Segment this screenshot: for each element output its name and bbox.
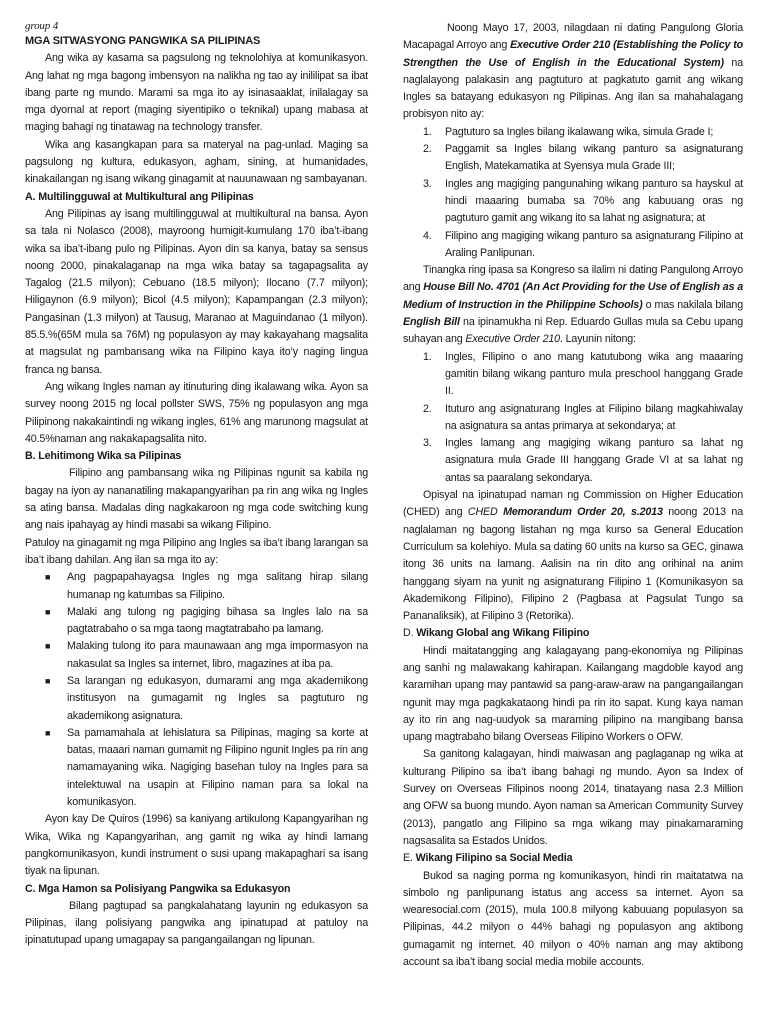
list-text: Filipino ang magiging wikang panturo sa asignaturang Filipino at Araling Panlipunan. xyxy=(445,229,743,259)
section-b-paragraph-1: Filipino ang pambansang wika ng Pilipinas ngunit sa kabila ng bagay na iyon ay nananatiling makapangyarihan pa rin ang wika ng Ingles sa ating bansa. Madalas ding nagkakaroon ng mga code switching kung ang nais ipahayag ay hindi masabi sa wikang Filipino. xyxy=(25,467,368,532)
section-d-paragraph-2: Sa ganitong kalagayan, hindi maiwasan ang paglaganap ng wika at kulturang Pilipino sa iba’t ibang bahagi ng mundo. Ayon sa Index of Survey on Overseas Filipinos noong 2014, tinatayang nasa 2.3 Million ang OFW sa buong mundo. Ayon naman sa American Community Survey (2013), pangatlo ang Filipino sa mga wikang may pinakamaraming nagsasalita sa Estados Unidos. xyxy=(403,748,743,847)
list-number: 1. xyxy=(423,350,432,363)
hb-name: English Bill xyxy=(403,316,460,329)
list-number: 3. xyxy=(423,437,432,450)
house-bill-paragraph xyxy=(403,262,743,348)
list-text: Ingles ang magiging pangunahing wikang panturo sa hayskul at hindi maaaring bumaba sa 70% ang kabuuang oras ng pagtuturo gamit ang wikang ito sa lahat ng asignatura; at xyxy=(445,177,743,225)
hb-intro-text: Tinangka ring ipasa sa Kongreso sa ilalim ni dating Pangulong Arroyo ang xyxy=(403,264,743,294)
left-column xyxy=(25,20,368,1024)
section-c-paragraph-1: Bilang pagtupad sa pangkalahatang layunin ng edukasyon sa Pilipinas, ilang polisiyang pangwika ang ipinatupad at patuloy na ipinatutupad upang umagapay sa pangangailangan ng lipunan. xyxy=(25,899,368,947)
bullet-item xyxy=(25,604,368,639)
page-title: MGA SITWASYONG PANGWIKA SA PILIPINAS xyxy=(25,35,261,47)
executive-order-provisions xyxy=(403,124,743,262)
list-number: 1. xyxy=(423,125,432,138)
bullet-icon: ■ xyxy=(45,641,51,652)
bullet-icon: ■ xyxy=(45,727,51,738)
ched-intro-text: Opisyal na ipinatupad naman ng Commission on Higher Education (CHED) ang xyxy=(403,489,743,519)
list-number: 2. xyxy=(423,402,432,415)
list-item xyxy=(403,141,743,176)
intro-paragraph-2: Wika ang kasangkapan para sa materyal na pag-unlad. Maging sa pagsulong ng kultura, edukasyon, agham, sining, at humanidades, kinakailangan ng isang wikang ginagamit at nauunawaan ng sambayanan. xyxy=(25,138,368,186)
section-b-paragraph-3: Ayon kay De Quiros (1996) sa kaniyang artikulong Kapangyarihan ng Wika, Wika ng Kapangyarihan, ang gamit ng wika ay hindi lamang pangkomunikasyon, kundi instrument o susi upang makapaghari sa isang tiyak na lipunan. xyxy=(25,813,368,878)
section-d-title: Wikang Global ang Wikang Filipino xyxy=(416,627,590,640)
hb-mid-text: o mas nakilala bilang xyxy=(642,298,743,311)
section-e-paragraph: Bukod sa naging porma ng komunikasyon, hindi rin maitatatwa na simbolo ng panlipunang istatus ang access sa internet. Ayon sa wearesocial.com (2015), mula 100.8 milyong kabuuang populasyon sa Pilipinas, 44.2 milyon o 44% bahagi ng populasyon ang aktibong gumagamit ng internet. 40 milyon o 40% naman ang may aktibong account sa iba’t ibang social media mobile accounts. xyxy=(403,869,743,969)
section-e-heading xyxy=(403,850,743,867)
bullet-icon: ■ xyxy=(45,606,51,617)
bullet-text: Malaki ang tulong ng pagiging bihasa sa Ingles lalo na sa pagtatrabaho o sa mga taong magtatrabaho pa lamang. xyxy=(67,605,368,636)
section-a-paragraph-1: Ang Pilipinas ay isang multilingguwal at multikultural na bansa. Ayon sa tala ni Nolasco (2008), mayroong humigit-kumulang 170 iba’t-ibang wika sa iba’t-ibang pulo ng Pilipinas. Ayon din sa kanya, batay sa sensus noong 2000, pinakalaganap na mga wika batay sa tagapagsalita ay Tagalog (21.5 milyon); Cebuano (18.5 milyon); Ilocano (7.7 milyon); Hiligaynon (6.9 milyon); Bicol (4.5 milyon); Kapampangan (2.3 milyon); Pangasinan (1.3 milyon) at Tausug, Maranao at Maguindanao (1 milyon). 85.5.%(65M mula sa 76M) ng populasyon ay may kakayahang magsalita at magsulat ng pambansang wika na Filipino kaya ito’y naging lingua franca ng bansa. xyxy=(25,207,368,376)
list-number: 2. xyxy=(423,143,432,156)
eo-trailing-text: na naglalayong palakasin ang pagtuturo at pagkatuto gamit ang wikang Ingles sa batayang edukasyon ng Pilipinas. Ang ilan sa mahahalagang probisyon nito ay: xyxy=(403,56,743,121)
bullet-icon: ■ xyxy=(45,675,51,686)
section-a-paragraph-2: Ang wikang Ingles naman ay itinuturing ding ikalawang wika. Ayon sa survey noong 2015 ng local pollster SWS, 75% ng populasyon ang mga Pilipinong nakakaintindi ng wikang ingles, 61% ang marunong magsulat at 40.5%naman ang nakakapagsalita nito. xyxy=(25,380,368,445)
intro-paragraph-1: Ang wika ay kasama sa pagsulong ng teknolohiya at komunikasyon. Ang lahat ng mga bagong imbensyon na nalikha ng tao ay inililipat sa ibat ibang parte ng mundo. Marami sa mga ito ay isinasaaklat, inilalagay sa mga dyornal at report (maging siyentipiko o teknikal) upang mabasa at maging bahagi ng tinatawag na technology transfer. xyxy=(25,52,368,134)
section-d-prefix: D. xyxy=(403,627,417,640)
eo-title: Executive Order 210 (Establishing the Policy to Strengthen the Use of English in the Educational System) xyxy=(403,39,744,69)
bullet-text: Ang pagpapahayagsa Ingles ng mga salitang hirap silang humanap ng katumbas sa Filipino. xyxy=(67,571,368,601)
eo-intro-text: Noong Mayo 17, 2003, nilagdaan ni dating Pangulong Gloria Macapagal Arroyo ang xyxy=(403,22,743,52)
list-text: Ingles lamang ang magiging wikang panturo sa lahat ng asignatura mula Grade III hanggang Grade VI at sa lahat ng antas sa paaralang sekondarya. xyxy=(445,437,743,484)
hb-trailing-text: . Layunin nitong: xyxy=(559,333,636,346)
list-text: Paggamit sa Ingles bilang wikang panturo sa asignaturang English, Matekamatika at Syensya mula Grade III; xyxy=(445,143,743,173)
bullet-text: Sa larangan ng edukasyon, dumarami ang mga akademikong institusyon na gumagamit ng Ingles sa pagtuturo ng akademikong asignatura. xyxy=(67,674,368,722)
section-a-heading: A. Multilingguwal at Multikultural ang Pilipinas xyxy=(25,190,254,203)
section-b-heading: B. Lehitimong Wika sa Pilipinas xyxy=(25,450,182,463)
bullet-item xyxy=(25,673,368,725)
list-item xyxy=(403,124,743,141)
house-bill-objectives xyxy=(403,349,743,487)
bullet-text: Malaking tulong ito para maunawaan ang mga impormasyon na nakasulat sa Ingles sa internet, libro, magazines at iba pa. xyxy=(67,640,368,670)
list-text: Ituturo ang asignaturang Ingles at Filipino bilang magkahiwalay na asignatura sa antas primarya at sekondarya; at xyxy=(445,402,743,432)
ched-label: CHED xyxy=(467,506,498,519)
bullet-item xyxy=(25,638,368,673)
hb-eo-ref: Executive Order 210 xyxy=(465,333,560,346)
right-column xyxy=(403,20,743,1024)
list-item xyxy=(403,176,743,228)
section-e-title: Wikang Filipino sa Social Media xyxy=(415,852,573,865)
section-b-bullet-list xyxy=(25,569,368,811)
hb-mid2-text: na ipinamukha ni Rep. Eduardo Gullas mula sa Cebu upang suhayan ang xyxy=(403,316,743,346)
list-item xyxy=(403,401,743,436)
section-c-heading: C. Mga Hamon sa Polisiyang Pangwika sa Edukasyon xyxy=(25,882,291,895)
executive-order-paragraph xyxy=(403,20,743,124)
ched-trailing-text: noong 2013 na naglalaman ng bagong listahan ng mga kurso sa General Education Curriculum sa kolehiyo. Mula sa dating 60 units na kurso sa GEC, ginawa itong 36 units na lamang. Aalisin na rin dito ang orihinal na anim hanggang siyam na yunit ng asignaturang Filipino 1 (Komunikasyon sa Akademikong Filipino), Filipino 2 (Pagbasa at Pagsulat Tungo sa Pananaliksik), at Filipino 3 (Retorika). xyxy=(403,506,743,623)
section-d-heading xyxy=(403,625,743,642)
list-text: Pagtuturo sa Ingles bilang ikalawang wika, simula Grade I; xyxy=(445,125,714,138)
list-item xyxy=(403,228,743,263)
list-number: 3. xyxy=(423,177,432,190)
section-e-prefix: E. xyxy=(403,852,416,865)
list-number: 4. xyxy=(423,229,432,242)
section-d-paragraph-1: Hindi maitatangging ang kalagayang pang-ekonomiya ng Pilipinas ang sanhi ng malawakang kahirapan. Kailangang magdoble kayod ang karamihan upang may pantawid sa pang-araw-araw na pangangailangan ngunit may mga pagkakataong hindi pa rin ito sapat. Kung kaya naman ay ito rin ang nag-uudyok sa maraming pilipino na mangibang bansa upang magtrabaho bilang Overseas Filipino Workers o OFW. xyxy=(403,644,743,744)
bullet-item xyxy=(25,725,368,811)
bullet-item xyxy=(25,569,368,604)
hb-title: House Bill No. 4701 (An Act Providing for the Use of English as a Medium of Instruction in the Philippine Schools) xyxy=(403,281,743,311)
bullet-icon: ■ xyxy=(45,572,51,583)
group-label: group 4 xyxy=(25,20,59,32)
ched-memo-title: Memorandum Order 20, s.2013 xyxy=(503,506,663,519)
list-item xyxy=(403,349,743,401)
section-b-paragraph-2: Patuloy na ginagamit ng mga Pilipino ang Ingles sa iba’t ibang larangan sa iba’t ibang dahilan. Ang ilan sa mga ito ay: xyxy=(25,536,368,566)
list-item xyxy=(403,435,743,487)
list-text: Ingles, Filipino o ano mang katutubong wika ang maaaring gamitin bilang wikang panturo mula preschool hanggang Grade II. xyxy=(445,350,743,398)
bullet-text: Sa pamamahala at lehislatura sa Pilipinas, maging sa korte at batas, maaari naman gumamit ng Filipino ngunit Ingles pa rin ang namamayaning wika. Nagiging basehan tuloy na Ingles para sa intelektuwal na usapin at Filipino naman para sa lokal na komunikasyon. xyxy=(67,726,368,809)
ched-memorandum-paragraph xyxy=(403,487,743,625)
